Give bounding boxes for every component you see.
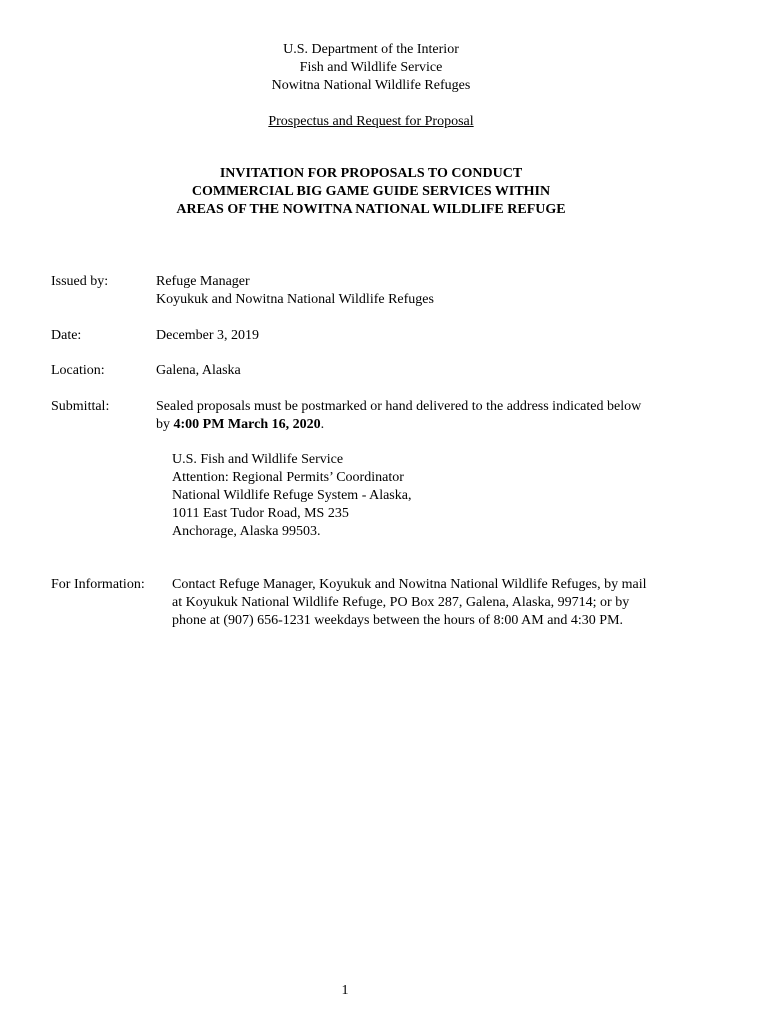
information-line: at Koyukuk National Wildlife Refuge, PO Box 287, Galena, Alaska, 99714; or by — [172, 595, 630, 610]
header-refuges: Nowitna National Wildlife Refuges — [271, 78, 471, 93]
address-line: 1011 East Tudor Road, MS 235 — [172, 506, 349, 521]
issued-by-value — [156, 273, 434, 309]
issued-by-line: Refuge Manager — [156, 274, 250, 289]
submittal-deadline-line — [156, 416, 641, 434]
information-line: phone at (907) 656-1231 weekdays between the hours of 8:00 AM and 4:30 PM. — [172, 613, 624, 628]
submittal-deadline: 4:00 PM March 16, 2020 — [173, 417, 321, 432]
title-line: AREAS OF THE NOWITNA NATIONAL WILDLIFE REFUGE — [176, 202, 566, 217]
document-title — [0, 165, 742, 219]
header-department: U.S. Department of the Interior — [283, 42, 459, 57]
page-number: 1 — [341, 983, 349, 998]
issued-by-line: Koyukuk and Nowitna National Wildlife Refuges — [156, 292, 434, 307]
date-value: December 3, 2019 — [156, 328, 260, 343]
submittal-line: Sealed proposals must be postmarked or hand delivered to the address indicated below — [156, 399, 642, 414]
title-line: COMMERCIAL BIG GAME GUIDE SERVICES WITHIN — [191, 184, 551, 199]
information-value — [172, 576, 647, 630]
address-line: Attention: Regional Permits’ Coordinator — [172, 470, 404, 485]
location-label: Location: — [51, 363, 105, 378]
issued-by-label: Issued by: — [51, 274, 109, 289]
information-label: For Information: — [51, 577, 145, 592]
document-subtitle: Prospectus and Request for Proposal — [268, 114, 474, 129]
address-line: U.S. Fish and Wildlife Service — [172, 452, 344, 467]
header-service: Fish and Wildlife Service — [299, 60, 443, 75]
submittal-value — [156, 398, 641, 434]
address-line: National Wildlife Refuge System - Alaska, — [172, 488, 412, 503]
location-value: Galena, Alaska — [156, 363, 241, 378]
mailing-address — [172, 451, 411, 541]
date-label: Date: — [51, 328, 82, 343]
information-line: Contact Refuge Manager, Koyukuk and Nowitna National Wildlife Refuges, by mail — [172, 577, 647, 592]
title-line: INVITATION FOR PROPOSALS TO CONDUCT — [219, 166, 523, 181]
submittal-label: Submittal: — [51, 399, 110, 414]
submittal-deadline-suffix: . — [320, 417, 325, 432]
submittal-deadline-prefix: by — [156, 417, 174, 432]
document-header — [0, 41, 742, 95]
address-line: Anchorage, Alaska 99503. — [172, 524, 321, 539]
